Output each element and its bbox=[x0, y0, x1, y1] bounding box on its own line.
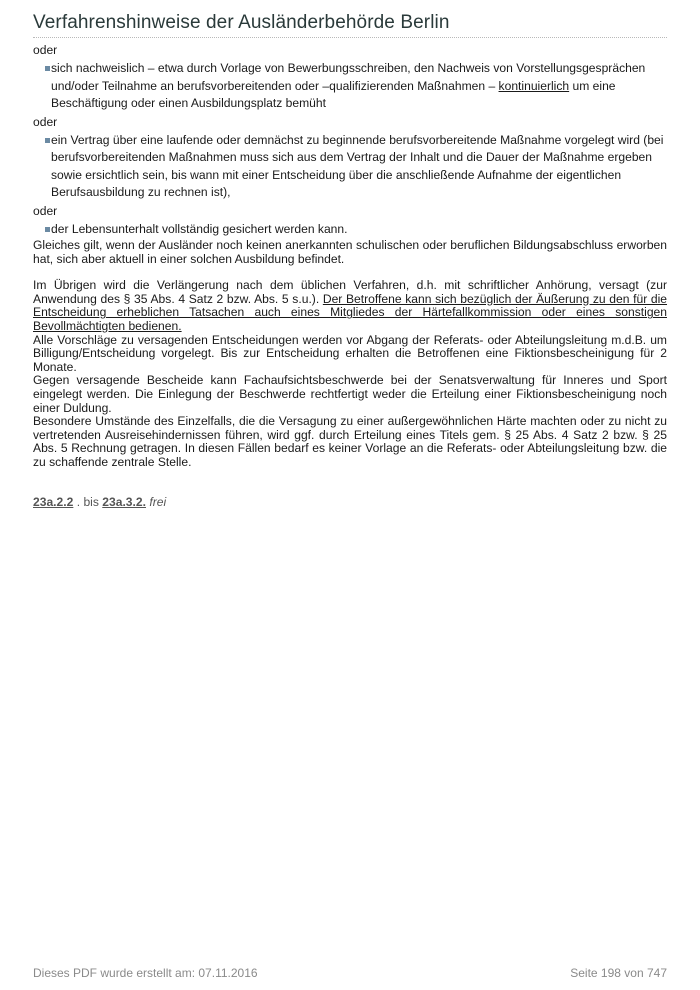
list-item bbox=[46, 221, 667, 239]
underlined-sentence: Der Betroffene kann sich bezüglich der Äußerung zu den für die Entscheidung erheblichen Tatsachen auch eines Mitgliedes der Härtefallkommission oder eines sonstigen Bevollmächtigten bedienen. bbox=[33, 291, 668, 333]
or-label: oder bbox=[33, 203, 58, 218]
paragraph bbox=[33, 279, 667, 333]
footer-page-number: Seite 198 von 747 bbox=[570, 966, 667, 980]
footer-created-date: Dieses PDF wurde erstellt am: 07.11.2016 bbox=[33, 966, 258, 980]
page-title: Verfahrenshinweise der Ausländerbehörde Berlin bbox=[33, 12, 450, 33]
square-bullet-icon bbox=[45, 138, 50, 143]
paragraph: Alle Vorschläge zu versagenden Entscheidungen werden vor Abgang der Referats- oder Abteilungsleitung m.d.B. um Billigung/Entscheidung vorgelegt. Bis zur Entscheidung erhalten die Betroffenen eine Fiktionsbescheinigung für 2 Monate. bbox=[33, 332, 667, 374]
header-divider bbox=[33, 37, 667, 38]
reference-status: frei bbox=[149, 494, 167, 509]
section-link-to[interactable]: 23a.3.2. bbox=[102, 494, 146, 509]
paragraph: Gegen versagende Bescheide kann Fachaufsichtsbeschwerde bei der Senatsverwaltung für Inneres und Sport eingelegt werden. Die Einlegung der Beschwerde rechtfertigt weder die Erteilung einer Fiktionsbescheinigung noch einer Duldung. bbox=[33, 373, 667, 415]
list-item bbox=[46, 60, 667, 113]
document-body bbox=[33, 42, 667, 511]
list-item-text: der Lebensunterhalt vollständig gesichert werden kann. bbox=[51, 221, 348, 236]
underlined-term: kontinuierlich bbox=[498, 78, 570, 93]
paragraph: Besondere Umstände des Einzelfalls, die die Versagung zu einer außergewöhnlichen Härte machten oder zu nicht zu vertretenden Ausreisehindernissen führen, wird ggf. durch Erteilung eines Titels gem. § 25 Abs. 4 Satz 2 bzw. § 25 Abs. 5 Rechnung getragen. In diesen Fällen bedarf es keiner Vorlage an die Referats- oder Abteilungsleitung bzw. die zu schaffende zentrale Stelle. bbox=[33, 414, 667, 469]
square-bullet-icon bbox=[45, 227, 50, 232]
or-label: oder bbox=[33, 114, 58, 129]
list-item bbox=[46, 132, 667, 202]
square-bullet-icon bbox=[45, 66, 50, 71]
paragraph-text: Im Übrigen wird die Verlängerung nach dem üblichen Verfahren, d.h. mit schriftlicher Anhörung, versagt (zur Anwendung des § 35 Abs. 4 Satz 2 bzw. Abs. 5 s.u.). bbox=[33, 278, 667, 306]
reference-separator: . bis bbox=[73, 494, 103, 509]
section-link-from[interactable]: 23a.2.2 bbox=[33, 494, 74, 509]
list-item-text: sich nachweislich – etwa durch Vorlage von Bewerbungsschreiben, den Nachweis von Vorstellungsgesprächen und/oder Teilnahme an berufsvorbereitenden oder –qualifizierenden Maßnahmen – bbox=[51, 61, 646, 93]
or-label: oder bbox=[33, 43, 58, 57]
list-item-text: ein Vertrag über eine laufende oder demnächst zu beginnende berufsvorbereitende Maßnahme vorgelegt wird (bei berufsvorbereitenden Maßnahmen muss sich aus dem Vertrag der Inhalt und die Dauer der Maßnahme ergeben sowie ersichtlich sein, bis wann mit einer Entscheidung über die anschließende Aufnahme der eigentlichen Berufsausbildung zu rechnen ist), bbox=[51, 132, 664, 199]
paragraph: Gleiches gilt, wenn der Ausländer noch keinen anerkannten schulischen oder beruflichen Bildungsabschluss erworben hat, sich aber aktuell in einer solchen Ausbildung befindet. bbox=[33, 238, 667, 266]
list-item-text-end: um eine Beschäftigung oder einen Ausbildungsplatz bemüht bbox=[51, 78, 616, 110]
section-reference bbox=[33, 494, 667, 511]
